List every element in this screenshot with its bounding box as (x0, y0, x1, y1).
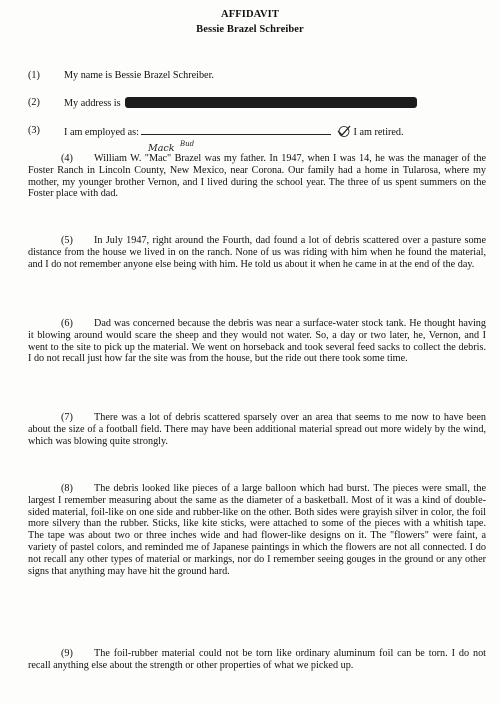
paragraph (28, 153, 486, 200)
item-text-after: I am retired. (353, 127, 404, 138)
employment-blank-line (141, 125, 331, 135)
item-number: (7) (61, 412, 73, 423)
checkmark-icon (337, 125, 351, 137)
item-number: (3) (28, 125, 40, 136)
item-text: The debris looked like pieces of a large balloon which had burst. The pieces were small, the largest I remember measuring about the same as the diameter of a basketball. Most of it was a kind of double-sided material, foil-like on one side and rubber-like on the other. Both sides were grayish silver in color, the foil more silvery than the rubber. Sticks, like kite sticks, were attached to some of the pieces with a whitish tape. The tape was about two or three inches wide and had flower-like designs on it. The "flowers" were faint, a variety of pastel colors, and reminded me of Japanese paintings in which the flowers are not all connected. I do not recall any other types of material or markings, nor do I remember seeing gouges in the ground or any other signs that anything may have hit the ground hard. (28, 483, 486, 577)
item-text: The foil-rubber material could not be torn like ordinary aluminum foil can be torn. I do not recall anything else about the strength or other properties of what we picked up. (28, 648, 486, 671)
item-text-wrap (64, 125, 488, 139)
handwritten-bud: Bud (180, 140, 195, 148)
item-text: In July 1947, right around the Fourth, dad found a lot of debris scattered over a pasture some distance from the house we lived in on the ranch. None of us was riding with him when he found the material, and I do not remember anyone else being with him. He told us about it when he came in at the end of the day. (28, 235, 486, 270)
item-number: (5) (61, 235, 73, 246)
paragraph (28, 483, 486, 577)
paragraph (28, 648, 486, 672)
handwritten-mack: Mack (148, 143, 175, 154)
document-subtitle: Bessie Brazel Schreiber (196, 24, 304, 35)
item-text: My address is (64, 98, 121, 109)
document-title: AFFIDAVIT (221, 9, 279, 20)
item-text: There was a lot of debris scattered sparsely over an area that seems to me now to have been about the size of a football field. There may have been additional material spread out more widely by the wind, which was blowing quite strongly. (28, 412, 486, 447)
item-text-wrap (64, 97, 488, 110)
item-number: (2) (28, 97, 40, 108)
item-text: My name is Bessie Brazel Schreiber. (64, 70, 214, 81)
paragraph (28, 318, 486, 365)
paragraph (28, 235, 486, 270)
item-number: (1) (28, 70, 40, 81)
item-text: William W. "Mac" Brazel was my father. In 1947, when I was 14, he was the manager of the Foster Ranch in Lincoln County, New Mexico, near Corona. Our family had a home in Tularosa, where my mother, my younger brother Vernon, and I lived during the school year. The three of us spent summers on the Foster place with dad. (28, 153, 486, 200)
paragraph (28, 412, 486, 447)
item-number: (8) (61, 483, 73, 494)
item-text-before: I am employed as: (64, 127, 139, 138)
redacted-address-bar (125, 97, 417, 108)
item-text: Dad was concerned because the debris was near a surface-water stock tank. He thought having it blowing around would scare the sheep and they would not water. So, a day or two later, he, Vernon, and I went to the site to pick up the material. We went on horseback and took several feed sacks to collect the debris. I do not recall just how far the site was from the house, but the ride out there took some time. (28, 318, 486, 365)
item-number: (4) (61, 153, 73, 164)
item-number: (6) (61, 318, 73, 329)
item-number: (9) (61, 648, 73, 659)
